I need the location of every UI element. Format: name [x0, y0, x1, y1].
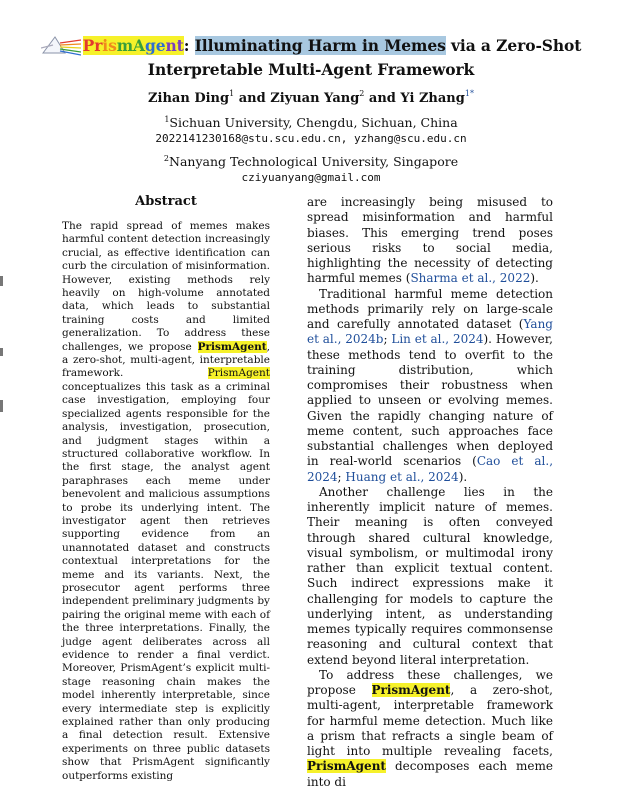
paper-header — [0, 34, 622, 186]
affiliation-2 — [0, 150, 622, 170]
brand-name: PrismAgent — [82, 36, 184, 55]
author-name: Ziyuan Yang — [270, 91, 360, 106]
body-text: ). — [530, 271, 539, 286]
title-colon: : — [183, 36, 190, 55]
title-highlight: Illuminating Harm in Memes — [194, 36, 446, 55]
author-conjunction: and — [234, 91, 271, 106]
body-text: decomposes each meme into di — [307, 759, 553, 789]
citation-link[interactable]: Yang et al., 2024b — [307, 317, 553, 347]
body-text: ). However, these methods tend to overfit to the training distribution, which compromises their robustness when applied to unseen or evolving memes. Given the rapidly changing nature of meme content, such approaches face substantial challenges when deployed in real-world scenarios ( — [307, 332, 553, 469]
paper-title-line1 — [0, 34, 622, 58]
body-text: Traditional harmful meme detection methods primarily rely on large-scale and carefully annotated dataset ( — [307, 286, 553, 331]
affiliation-1 — [0, 111, 622, 131]
affiliation-1-emails: 2022141230168@stu.scu.edu.cn, yzhang@scu.edu.cn — [155, 132, 467, 145]
brand-mention: PrismAgent — [207, 367, 270, 380]
author-name: Zihan Ding — [148, 91, 230, 106]
body-text: are increasingly being misused to spread misinformation and harmful biases. This emerging trend poses serious risks to social media, highlighting the necessity of detecting harmful memes ( — [307, 195, 553, 286]
author-conjunction: and — [364, 91, 401, 106]
brand-mention: PrismAgent — [307, 759, 386, 774]
body-text: ; — [383, 332, 392, 347]
abstract-text: The rapid spread of memes makes harmful content detection increasingly crucial, as effective identification can curb the circulation of misinformation. However, existing methods rely heavily on high-volume annotated data, which leads to substantial training costs and limited generalization. To address these challenges, we propose — [62, 220, 270, 353]
abstract-heading: Abstract — [135, 194, 197, 209]
author-affil-mark: 2 — [359, 89, 365, 98]
edge-mark — [0, 348, 3, 356]
body-text: To address these challenges, we propose — [307, 667, 553, 697]
body-text: , a zero-shot, multi-agent, interpretable framework for harmful meme detection. Much like a prism that refracts a single beam of light into multiple revealing facets, — [307, 683, 553, 758]
intro-body — [307, 195, 553, 790]
brand-mention: PrismAgent — [197, 340, 267, 353]
body-text: ). — [458, 469, 468, 484]
title-rest: via a Zero-Shot — [445, 36, 582, 55]
citation-link[interactable]: Lin et al., 2024 — [391, 332, 484, 347]
paper-title-line2: Interpretable Multi-Agent Framework — [147, 60, 475, 79]
body-text: ; — [337, 469, 346, 484]
prism-icon — [41, 34, 81, 56]
abstract-body — [62, 220, 270, 783]
body-paragraph — [307, 668, 553, 790]
edge-mark — [0, 400, 3, 412]
body-paragraph — [307, 195, 553, 287]
abstract-text: , a zero-shot, multi-agent, interpretable framework. — [62, 340, 270, 380]
abstract-paragraph — [62, 220, 270, 783]
affiliation-2-email: cziyuanyang@gmail.com — [241, 171, 381, 184]
author-name: Yi Zhang — [400, 91, 465, 106]
citation-link[interactable]: Sharma et al., 2022 — [410, 271, 531, 286]
abstract-text: conceptualizes this task as a criminal case investigation, employing four specialized agents responsible for the analysis, investigation, prosecution, and judgment stages within a structured collaborative workflow. In the first stage, the analyst agent paraphrases each meme under benevolent and malicious assumptions to probe its underlying intent. The investigator agent then retrieves supporting evidence from an unannotated dataset and constructs contextual interpretations for the meme and its variants. Next, the prosecutor agent performs three independent preliminary judgments by pairing the original meme with each of the three interpretations. Finally, the judge agent deliberates across all evidence to render a final verdict. Moreover, PrismAgent’s explicit multi-stage reasoning chain makes the model inherently interpretable, since every intermediate step is explicitly explained rather than only producing a final detection result. Extensive experiments on three public datasets show that PrismAgent significantly outperforms existing — [62, 380, 270, 782]
body-paragraph — [307, 287, 553, 485]
citation-link[interactable]: Huang et al., 2024 — [345, 469, 459, 484]
author-affil-mark: 1 — [229, 89, 235, 98]
author-list — [0, 84, 622, 109]
edge-mark — [0, 276, 3, 286]
affil-text: Sichuan University, Chengdu, Sichuan, China — [169, 115, 458, 130]
author-affil-mark: 1* — [464, 89, 474, 98]
affil-text: Nanyang Technological University, Singapore — [169, 154, 459, 169]
affil-mark: 1 — [164, 115, 170, 124]
brand-mention: PrismAgent — [371, 683, 451, 697]
citation-link[interactable]: Cao et al., 2024 — [307, 454, 554, 484]
body-paragraph: Another challenge lies in the inherently implicit nature of memes. Their meaning is often conveyed through shared cultural knowledge, visual symbolism, or multimodal irony rather than explicit textual content. Such indirect expressions make it challenging for models to capture the underlying intent, as understanding memes typically requires commonsense reasoning and cultural context that extend beyond literal interpretation. — [307, 484, 553, 667]
affil-mark: 2 — [163, 154, 169, 163]
